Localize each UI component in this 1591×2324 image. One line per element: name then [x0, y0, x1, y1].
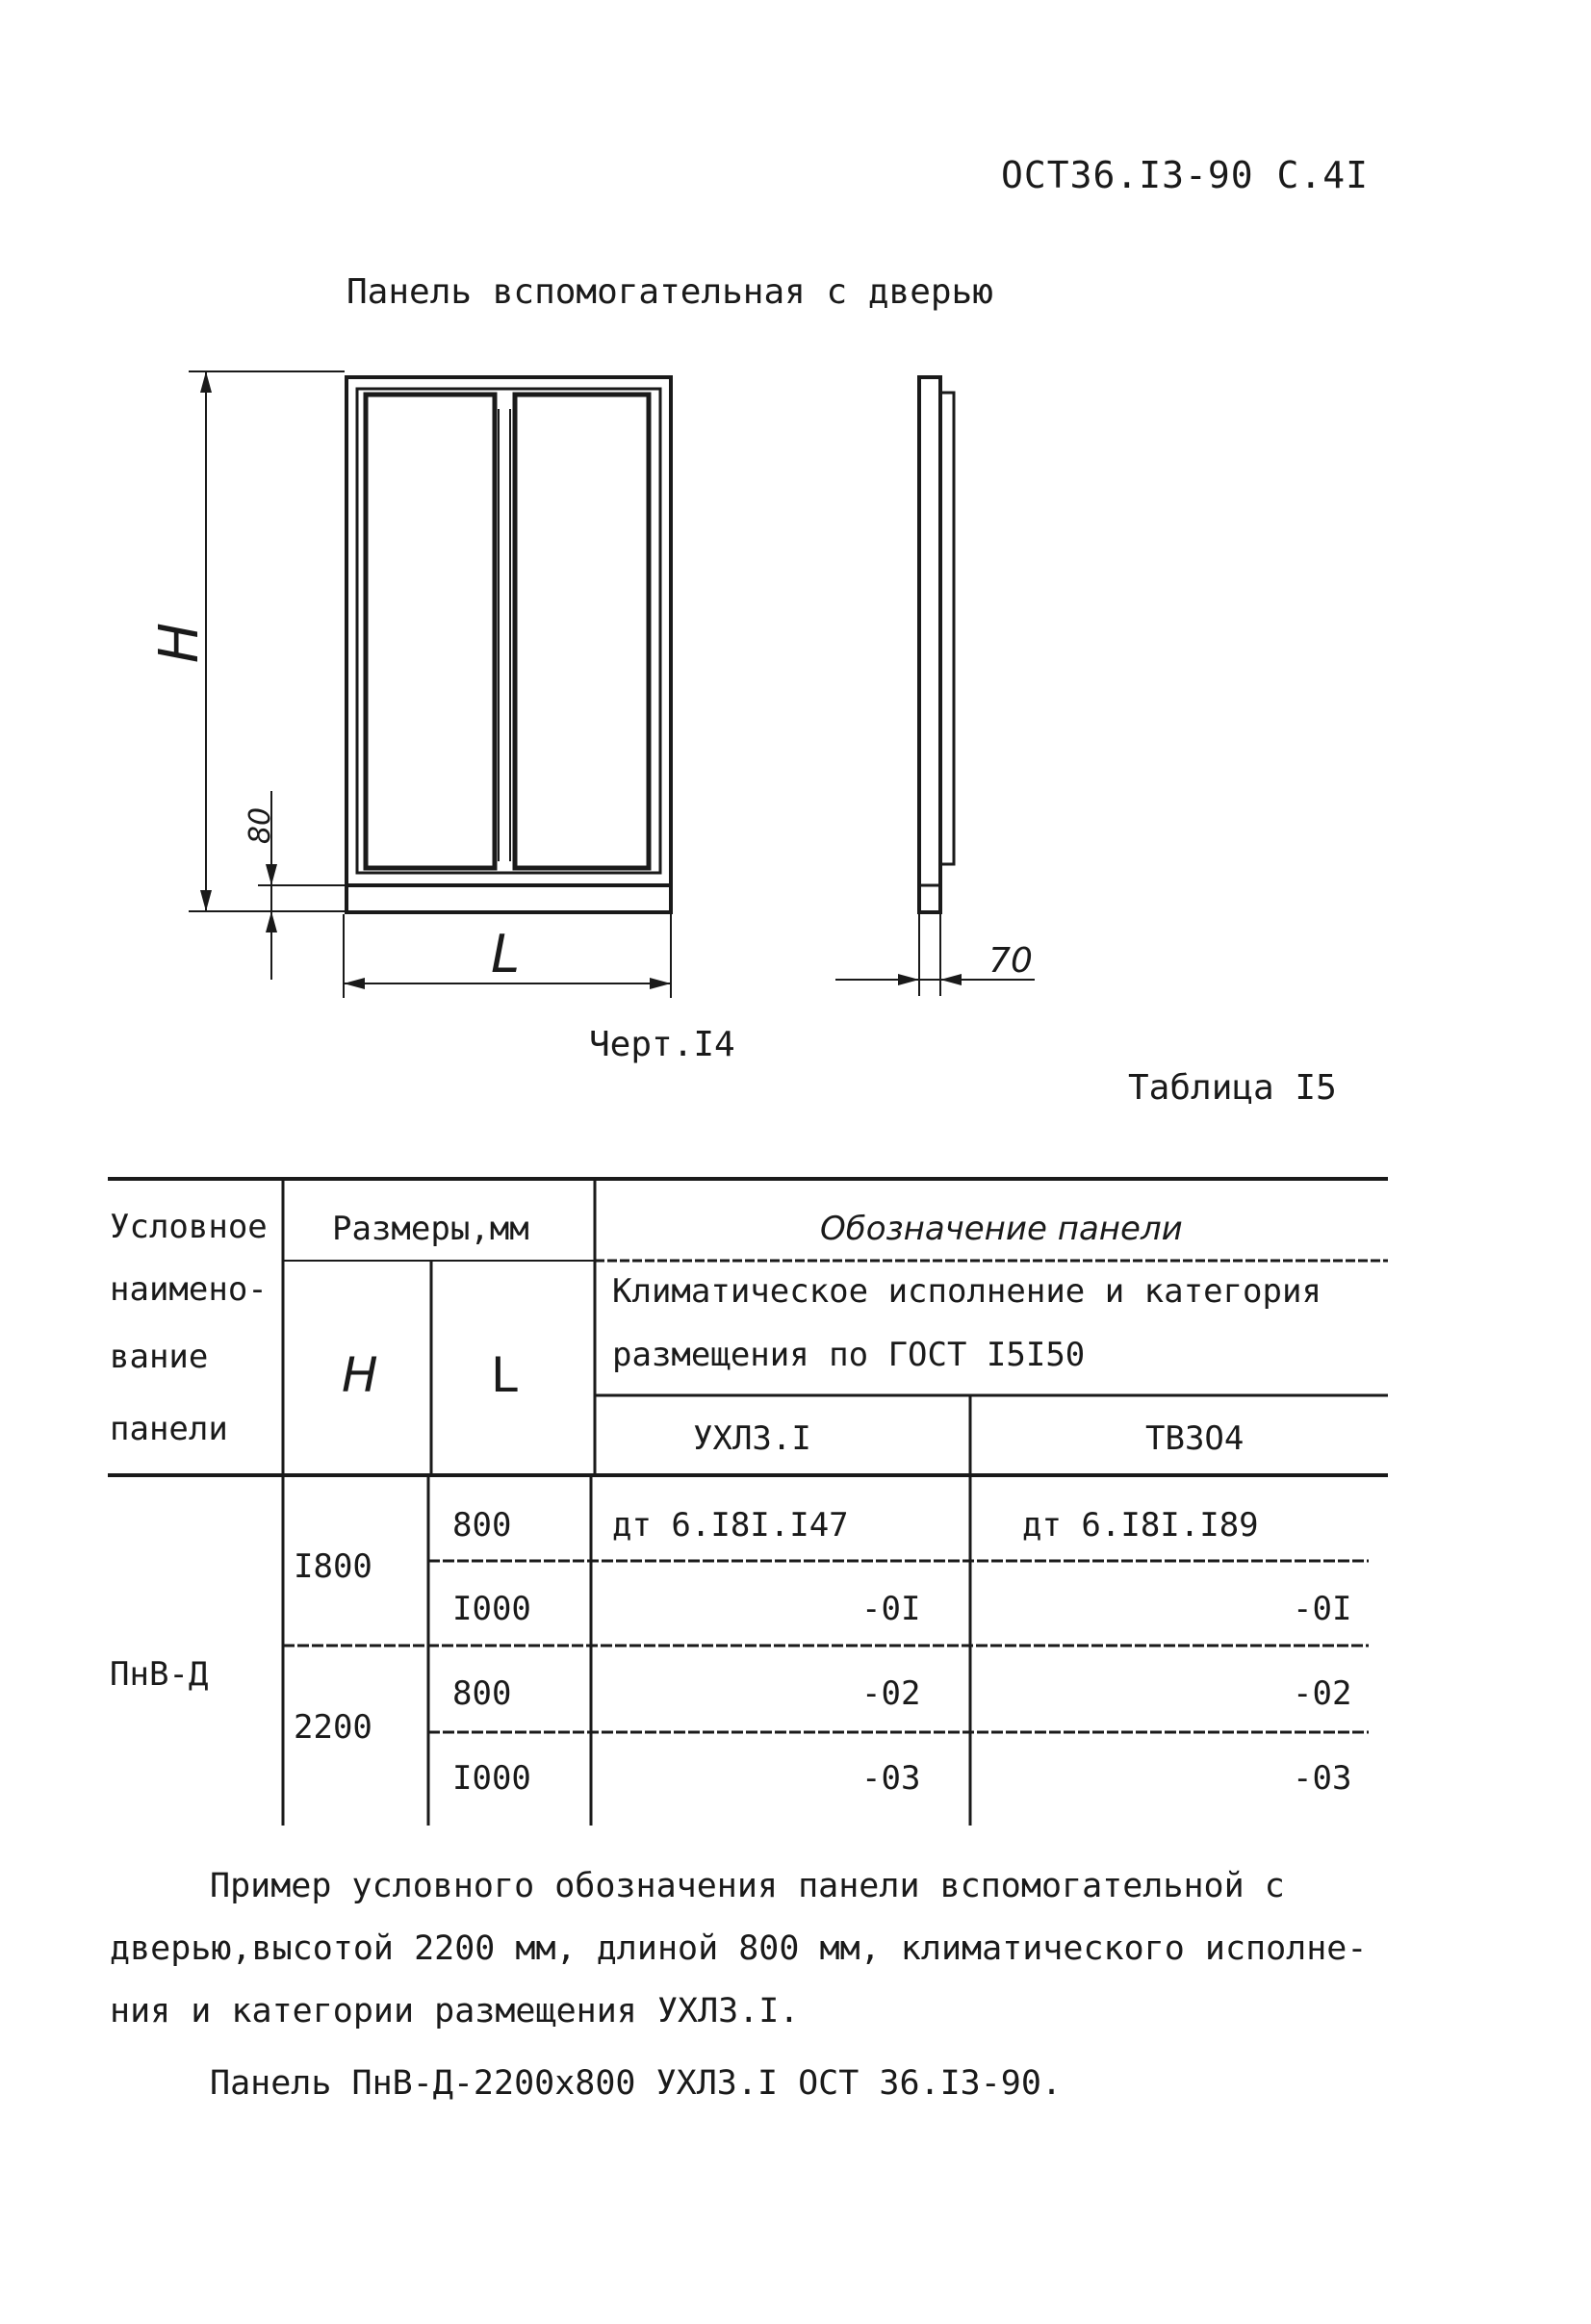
row-length: 800 — [452, 1506, 512, 1545]
header-designation: Обозначение панели — [820, 1210, 1183, 1248]
dim-80-label: 80 — [244, 806, 277, 845]
door-side-profile — [940, 393, 954, 864]
header-l: L — [491, 1347, 518, 1403]
header-col1-line1: Условное — [110, 1208, 268, 1246]
header-climate-line1: Климатическое исполнение и категория — [612, 1272, 1322, 1311]
row-designation-uhl: -0I — [861, 1590, 921, 1628]
group-height: I800 — [294, 1547, 372, 1586]
header-variant-2: ТВ3О4 — [1145, 1419, 1245, 1458]
example-line-2: дверью,высотой 2200 мм, длиной 800 мм, климатического исполне- — [110, 1929, 1368, 1968]
panel-inner-frame — [357, 389, 660, 873]
row-designation-uhl: -03 — [861, 1759, 921, 1798]
panel-drawing — [0, 0, 1591, 1020]
header-variant-1: УХЛ3.I — [693, 1419, 811, 1458]
door-leaf-right — [515, 395, 649, 868]
page-title: Панель вспомогательная с дверью — [346, 272, 993, 312]
door-leaf-left — [366, 395, 495, 868]
h-dimension-label: H — [148, 622, 211, 664]
header-col1-line4: панели — [110, 1410, 228, 1448]
example-designation: Панель ПнВ-Д-2200х800 УХЛ3.I ОСТ 36.I3-90. — [210, 2064, 1063, 2103]
panel-side-view — [919, 377, 940, 912]
row-designation-uhl: дт 6.I8I.I47 — [612, 1506, 849, 1545]
example-line-1: Пример условного обозначения панели вспомогательной с — [210, 1867, 1285, 1905]
panel-name: ПнВ-Д — [110, 1655, 209, 1694]
row-length: I000 — [452, 1759, 531, 1798]
row-designation-tv: -02 — [1293, 1674, 1352, 1713]
group-height: 2200 — [294, 1708, 372, 1747]
row-designation-tv: дт 6.I8I.I89 — [1022, 1506, 1259, 1545]
row-length: I000 — [452, 1590, 531, 1628]
header-col1-line3: вание — [110, 1338, 209, 1376]
row-designation-tv: -0I — [1293, 1590, 1352, 1628]
panel-front-outline — [346, 377, 671, 912]
dim-70-label: 70 — [988, 941, 1033, 981]
example-line-3: ния и категории размещения УХЛ3.I. — [110, 1992, 800, 2030]
header-h: H — [342, 1347, 378, 1403]
document-code-header: ОСТ36.I3-90 С.4I — [1001, 154, 1370, 196]
header-climate-line2: размещения по ГОСТ I5I50 — [612, 1336, 1086, 1374]
row-length: 800 — [452, 1674, 512, 1713]
header-sizes: Размеры,мм — [332, 1210, 529, 1248]
row-designation-uhl: -02 — [861, 1674, 921, 1713]
table-label: Таблица I5 — [1128, 1068, 1337, 1108]
drawing-caption: Черт.I4 — [589, 1025, 735, 1064]
header-col1-line2: наимено- — [110, 1270, 268, 1309]
l-dimension-label: L — [490, 924, 521, 984]
row-designation-tv: -03 — [1293, 1759, 1352, 1798]
